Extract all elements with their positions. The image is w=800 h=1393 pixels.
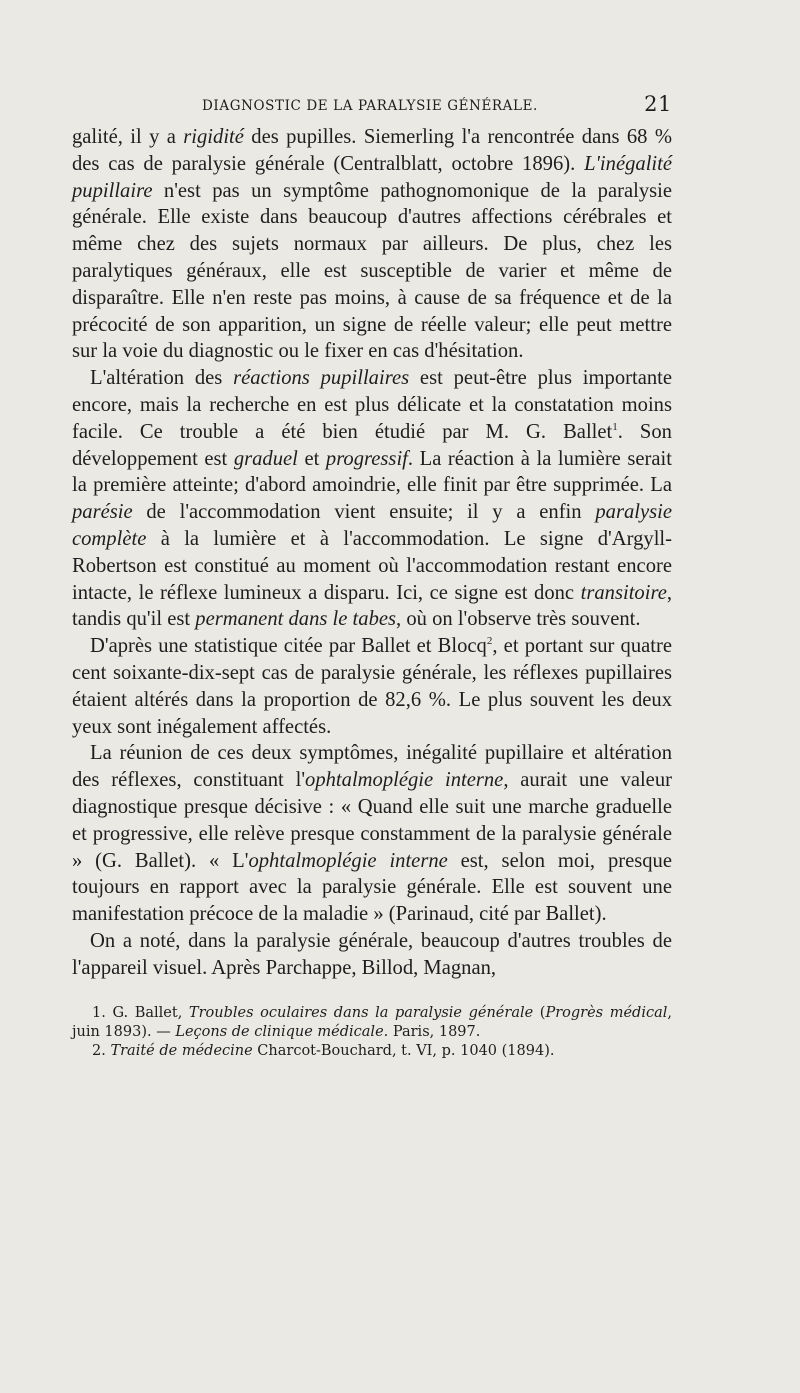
running-header [72,90,672,124]
emphasis: rigidité [183,126,244,148]
emphasis: permanent dans le tabes [195,608,397,631]
footnote-ref: 2 [486,635,493,648]
emphasis: parésie [72,501,133,524]
emphasis: réactions pupillaires [233,367,410,390]
emphasis: graduel [233,447,298,470]
paragraph: D'après une statistique citée par Ballet et Blocq$^2$, et portant sur quatre cent soixante-dix-sept cas de paralysie générale, les réflexes pupillaires étaient altérés dans la proportion de 82,6 %. Le plus souvent les deux yeux sont inégalement affectés. [72,635,672,738]
emphasis: L'inégalité pupillaire [72,152,672,202]
book-page [72,90,672,1061]
paragraph: On a noté, dans la paralysie générale, beaucoup d'autres troubles de l'appareil visuel. Après Parchappe, Billod, Magnan, [72,929,672,979]
emphasis: transitoire [580,581,667,604]
emphasis: ophtalmoplégie interne [248,849,448,872]
emphasis: ophtalmoplégie interne [305,769,504,792]
footnote: 2. Traité de médecine Charcot-Bouchard, t. VI, p. 1040 (1894). [92,1042,555,1059]
body-text [72,124,672,982]
running-title: DIAGNOSTIC DE LA PARALYSIE GÉNÉRALE. [202,98,538,114]
page-number: 21 [644,92,672,116]
paragraph: L'altération des réactions pupillaires est peut-être plus importante encore, mais la recherche en est plus délicate et la constatation moins facile. Ce trouble a été bien étudié par M. G. Ballet$^1$. Son développement est graduel et progressif. La réaction à la lumière serait la première atteinte; d'abord amoindrie, elle finit par être supprimée. La parésie de l'accommodation vient ensuite; il y a enfin paralysie complète à la lumière et à l'accommodation. Le signe d'Argyll-Robertson est constitué au moment où l'accommodation restant encore intacte, le réflexe lumineux a disparu. Ici, ce signe est donc transitoire, tandis qu'il est permanent dans le tabes, où on l'observe très souvent. [72,367,672,631]
emphasis: paralysie complète [72,501,672,550]
emphasis: progressif [325,447,408,470]
footnote-ref: 1 [612,420,618,433]
paragraph: galité, il y a rigidité des pupilles. Siemerling l'a rencontrée dans 68 % des cas de paralysie générale (Centralblatt, octobre 1896). L'inégalité pupillaire n'est pas un symptôme pathognomonique de la paralysie générale. Elle existe dans beaucoup d'autres affections cérébrales et même chez des sujets normaux par ailleurs. De plus, chez les paralytiques généraux, elle est susceptible de varier et même de disparaître. Elle n'en reste pas moins, à cause de sa fréquence et de la précocité de son apparition, un signe de réelle valeur; elle peut mettre sur la voie du diagnostic ou le fixer en cas d'hésitation. [72,126,673,363]
footnote: 1. G. Ballet, Troubles oculaires dans la paralysie générale (Progrès médical, juin 1893). — Leçons de clinique médicale. Paris, 1897. [72,1004,672,1040]
footnotes [72,1004,672,1061]
paragraph: La réunion de ces deux symptômes, inégalité pupillaire et altération des réflexes, constituant l'ophtalmoplégie interne, aurait une valeur diagnostique presque décisive : « Quand elle suit une marche graduelle et progressive, elle relève presque constamment de la paralysie générale » (G. Ballet). « L'ophtalmoplégie interne est, selon moi, presque toujours en rapport avec la paralysie générale. Elle est souvent une manifestation précoce de la maladie » (Parinaud, cité par Ballet). [72,742,672,926]
